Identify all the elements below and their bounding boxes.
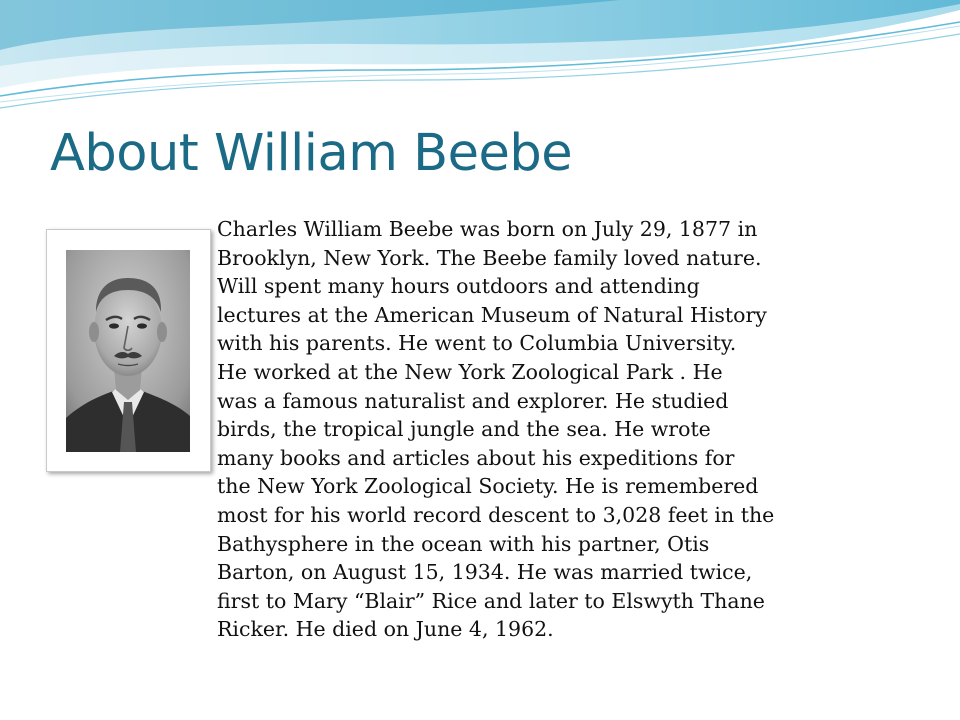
slide-title: About William Beebe [50, 124, 573, 183]
portrait-photo [66, 250, 190, 452]
portrait-photo-frame [46, 229, 211, 472]
biography-text: Charles William Beebe was born on July 29, 1877 in Brooklyn, New York. The Beebe family loved nature. Will spent many hours outdoors and attending lectures at the American Museum of Natural History with his parents. He went to Columbia University. He worked at the New York Zoological Park . He was a famous naturalist and explorer. He studied birds, the tropical jungle and the sea. He wrote many books and articles about his expeditions for the New York Zoological Society. He is remembered most for his world record descent to 3,028 feet in the Bathysphere in the ocean with his partner, Otis Barton, on August 15, 1934. He was married twice, first to Mary “Blair” Rice and later to Elswyth Thane Ricker. He died on June 4, 1962. [217, 217, 775, 642]
decorative-wave-header [0, 0, 960, 130]
